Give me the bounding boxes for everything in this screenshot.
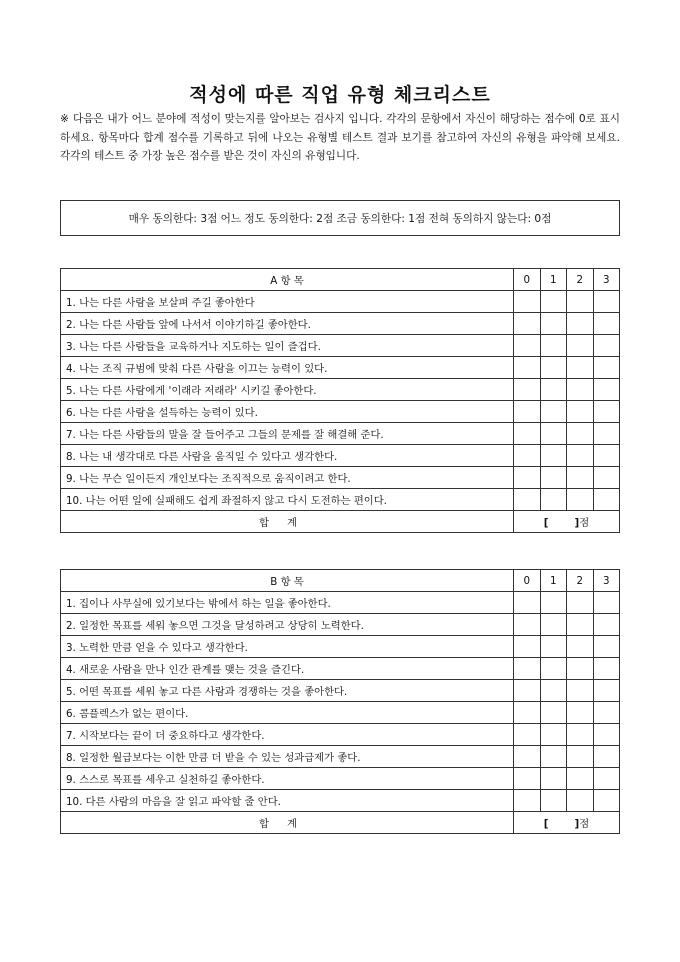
score-cell[interactable] xyxy=(540,768,567,790)
total-points-field[interactable]: [ ]점 xyxy=(514,812,620,834)
score-cell[interactable] xyxy=(567,658,594,680)
score-cell[interactable] xyxy=(593,291,620,313)
item-text: 8. 나는 내 생각대로 다른 사람을 움직일 수 있다고 생각한다. xyxy=(61,445,514,467)
score-cell[interactable] xyxy=(593,614,620,636)
score-header: 2 xyxy=(567,570,594,592)
score-header: 1 xyxy=(540,269,567,291)
score-cell[interactable] xyxy=(567,313,594,335)
checklist-table-a xyxy=(60,268,620,533)
score-cell[interactable] xyxy=(514,291,541,313)
score-cell[interactable] xyxy=(567,702,594,724)
score-cell[interactable] xyxy=(567,636,594,658)
score-header: 1 xyxy=(540,570,567,592)
total-row xyxy=(61,511,620,533)
score-cell[interactable] xyxy=(567,790,594,812)
score-cell[interactable] xyxy=(567,592,594,614)
score-cell[interactable] xyxy=(593,357,620,379)
score-cell[interactable] xyxy=(593,746,620,768)
score-cell[interactable] xyxy=(514,768,541,790)
score-cell[interactable] xyxy=(593,445,620,467)
item-text: 3. 나는 다른 사람들을 교육하거나 지도하는 일이 즐겁다. xyxy=(61,335,514,357)
item-text: 10. 다른 사람의 마음을 잘 읽고 파악할 줄 안다. xyxy=(61,790,514,812)
item-text: 7. 나는 다른 사람들의 말을 잘 들어주고 그들의 문제를 잘 해결해 준다. xyxy=(61,423,514,445)
score-cell[interactable] xyxy=(593,658,620,680)
score-scale-box xyxy=(60,200,620,236)
score-cell[interactable] xyxy=(593,379,620,401)
score-cell[interactable] xyxy=(567,357,594,379)
item-text: 3. 노력한 만큼 얻을 수 있다고 생각한다. xyxy=(61,636,514,658)
item-text: 5. 어떤 목표를 세워 놓고 다른 사람과 경쟁하는 것을 좋아한다. xyxy=(61,680,514,702)
intro-text: ※ 다음은 내가 어느 분야에 적성이 맞는지를 알아보는 검사지 입니다. 각각의 문항에서 자신이 해당하는 점수에 0로 표시하세요. 항목마다 합계 점수를 기록하고 뒤에 나오는 유형별 테스트 결과 보기를 참고하여 자신의 유형을 파악해 보세요. 각각의 테스트 중 가장 높은 점수를 받은 것이 자신의 유형입니다. xyxy=(60,113,620,162)
table-header-row xyxy=(61,570,620,592)
score-cell[interactable] xyxy=(514,592,541,614)
score-cell[interactable] xyxy=(540,592,567,614)
score-cell[interactable] xyxy=(514,702,541,724)
table-row xyxy=(61,790,620,812)
score-header: 3 xyxy=(593,570,620,592)
item-text: 1. 집이나 사무실에 있기보다는 밖에서 하는 일을 좋아한다. xyxy=(61,592,514,614)
table-row xyxy=(61,291,620,313)
score-cell[interactable] xyxy=(540,680,567,702)
item-text: 10. 나는 어떤 일에 실패해도 쉽게 좌절하지 않고 다시 도전하는 편이다. xyxy=(61,489,514,511)
item-text: 2. 일정한 목표를 세워 놓으면 그것을 달성하려고 상당히 노력한다. xyxy=(61,614,514,636)
score-header: 3 xyxy=(593,269,620,291)
score-cell[interactable] xyxy=(593,768,620,790)
score-cell[interactable] xyxy=(540,467,567,489)
score-cell[interactable] xyxy=(540,790,567,812)
table-row xyxy=(61,467,620,489)
score-cell[interactable] xyxy=(593,790,620,812)
table-row xyxy=(61,401,620,423)
score-cell[interactable] xyxy=(593,680,620,702)
score-cell[interactable] xyxy=(593,702,620,724)
score-cell[interactable] xyxy=(514,680,541,702)
score-cell[interactable] xyxy=(567,379,594,401)
score-cell[interactable] xyxy=(567,746,594,768)
item-text: 6. 나는 다른 사람을 설득하는 능력이 있다. xyxy=(61,401,514,423)
score-cell[interactable] xyxy=(593,335,620,357)
score-cell[interactable] xyxy=(514,636,541,658)
score-cell[interactable] xyxy=(514,335,541,357)
score-cell[interactable] xyxy=(593,592,620,614)
table-row xyxy=(61,335,620,357)
score-header: 0 xyxy=(514,570,541,592)
item-text: 8. 일정한 월급보다는 이한 만큼 더 받을 수 있는 성과급제가 좋다. xyxy=(61,746,514,768)
page-title: 적성에 따른 직업 유형 체크리스트 xyxy=(189,84,491,106)
item-text: 2. 나는 다른 사람들 앞에 나서서 이야기하길 좋아한다. xyxy=(61,313,514,335)
table-row xyxy=(61,614,620,636)
score-cell[interactable] xyxy=(514,401,541,423)
item-text: 1. 나는 다른 사람을 보살펴 주길 좋아한다 xyxy=(61,291,514,313)
score-cell[interactable] xyxy=(514,746,541,768)
score-cell[interactable] xyxy=(567,724,594,746)
score-cell[interactable] xyxy=(567,335,594,357)
score-header: 2 xyxy=(567,269,594,291)
score-cell[interactable] xyxy=(567,614,594,636)
score-cell[interactable] xyxy=(593,423,620,445)
score-scale-text: 매우 동의한다: 3점 어느 정도 동의한다: 2점 조금 동의한다: 1점 전혀 동의하지 않는다: 0점 xyxy=(128,212,552,225)
score-cell[interactable] xyxy=(593,636,620,658)
table-header-row xyxy=(61,269,620,291)
table-row xyxy=(61,445,620,467)
score-cell[interactable] xyxy=(540,489,567,511)
score-cell[interactable] xyxy=(540,357,567,379)
table-row xyxy=(61,489,620,511)
score-cell[interactable] xyxy=(540,401,567,423)
table-row xyxy=(61,636,620,658)
score-cell[interactable] xyxy=(567,401,594,423)
total-row xyxy=(61,812,620,834)
item-text: 9. 스스로 목표를 세우고 실천하길 좋아한다. xyxy=(61,768,514,790)
table-row xyxy=(61,768,620,790)
table-row xyxy=(61,746,620,768)
table-row xyxy=(61,357,620,379)
score-cell[interactable] xyxy=(540,445,567,467)
score-cell[interactable] xyxy=(593,724,620,746)
item-text: 4. 나는 조직 규범에 맞춰 다른 사람을 이끄는 능력이 있다. xyxy=(61,357,514,379)
score-cell[interactable] xyxy=(593,489,620,511)
score-cell[interactable] xyxy=(593,401,620,423)
total-points-field[interactable]: [ ]점 xyxy=(514,511,620,533)
table-row xyxy=(61,592,620,614)
score-cell[interactable] xyxy=(514,724,541,746)
section-header: B 항 목 xyxy=(61,570,514,592)
score-cell[interactable] xyxy=(567,489,594,511)
score-cell[interactable] xyxy=(593,467,620,489)
score-cell[interactable] xyxy=(514,445,541,467)
score-cell[interactable] xyxy=(567,467,594,489)
table-row xyxy=(61,423,620,445)
score-cell[interactable] xyxy=(567,423,594,445)
total-label: 합계 xyxy=(61,511,514,533)
score-cell[interactable] xyxy=(593,313,620,335)
section-header: A 항 목 xyxy=(61,269,514,291)
total-label: 합계 xyxy=(61,812,514,834)
score-cell[interactable] xyxy=(514,658,541,680)
item-text: 4. 새로운 사람을 만나 인간 관계를 맺는 것을 즐긴다. xyxy=(61,658,514,680)
score-cell[interactable] xyxy=(540,702,567,724)
item-text: 6. 콤플렉스가 없는 편이다. xyxy=(61,702,514,724)
score-cell[interactable] xyxy=(514,313,541,335)
score-cell[interactable] xyxy=(514,423,541,445)
score-cell[interactable] xyxy=(540,313,567,335)
table-row xyxy=(61,379,620,401)
score-cell[interactable] xyxy=(540,423,567,445)
item-text: 9. 나는 무슨 일이든지 개인보다는 조직적으로 움직이려고 한다. xyxy=(61,467,514,489)
score-cell[interactable] xyxy=(540,658,567,680)
table-row xyxy=(61,724,620,746)
table-row xyxy=(61,658,620,680)
score-cell[interactable] xyxy=(567,291,594,313)
score-cell[interactable] xyxy=(514,379,541,401)
score-cell[interactable] xyxy=(540,614,567,636)
score-cell[interactable] xyxy=(540,636,567,658)
table-row xyxy=(61,313,620,335)
score-cell[interactable] xyxy=(567,445,594,467)
score-cell[interactable] xyxy=(514,467,541,489)
table-row xyxy=(61,702,620,724)
score-cell[interactable] xyxy=(540,379,567,401)
score-header: 0 xyxy=(514,269,541,291)
score-cell[interactable] xyxy=(514,489,541,511)
score-cell[interactable] xyxy=(540,291,567,313)
score-cell[interactable] xyxy=(514,614,541,636)
table-row xyxy=(61,680,620,702)
score-cell[interactable] xyxy=(540,724,567,746)
score-cell[interactable] xyxy=(540,746,567,768)
score-cell[interactable] xyxy=(567,680,594,702)
score-cell[interactable] xyxy=(567,768,594,790)
item-text: 7. 시작보다는 끝이 더 중요하다고 생각한다. xyxy=(61,724,514,746)
item-text: 5. 나는 다른 사람에게 '이래라 저래라' 시키길 좋아한다. xyxy=(61,379,514,401)
score-cell[interactable] xyxy=(514,790,541,812)
checklist-table-b xyxy=(60,569,620,834)
score-cell[interactable] xyxy=(540,335,567,357)
score-cell[interactable] xyxy=(514,357,541,379)
